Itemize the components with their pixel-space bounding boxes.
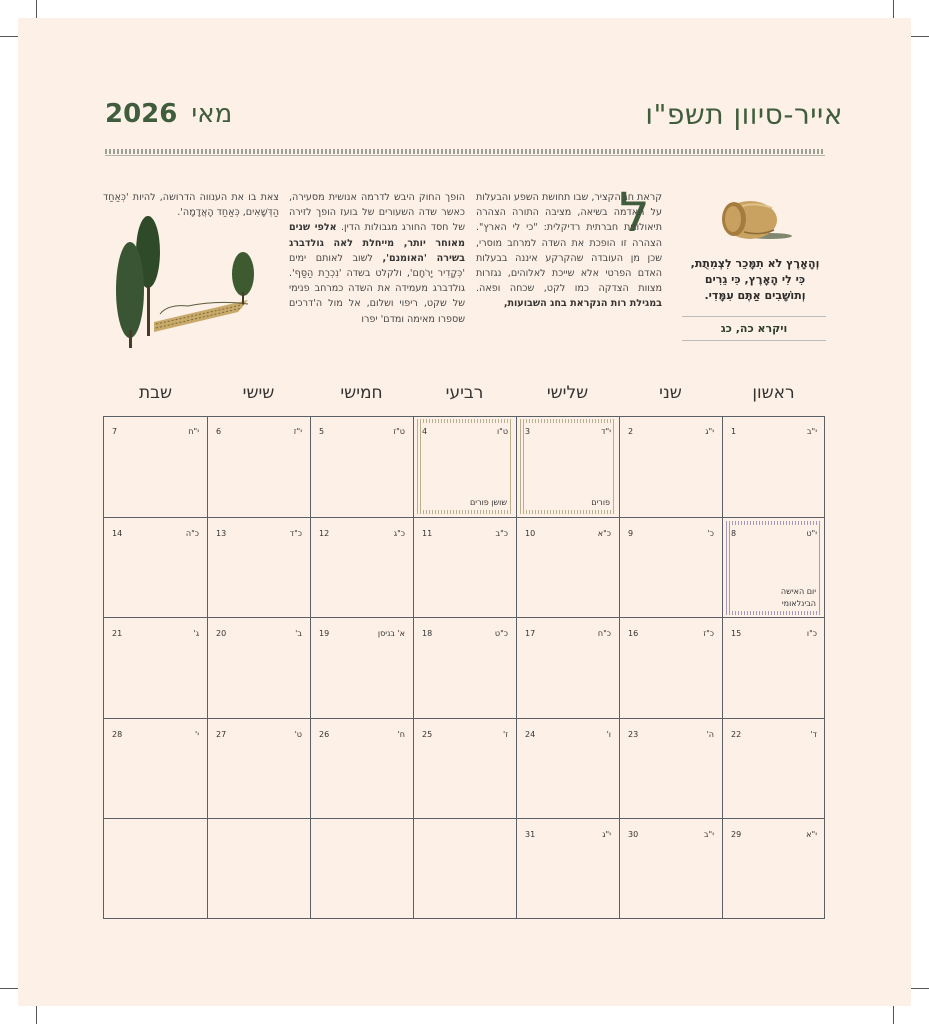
day-cell[interactable] <box>516 718 619 819</box>
gregorian-date: 18 <box>422 629 433 639</box>
day-cell[interactable] <box>722 517 825 618</box>
gregorian-date: 15 <box>731 629 742 639</box>
day-cell[interactable] <box>722 416 825 517</box>
hebrew-date: כ"א <box>597 528 611 538</box>
gregorian-date: 22 <box>731 729 742 739</box>
verse-line: וְתוֹשָׁבִים אַתֶּם עִמָּדִי. <box>704 289 806 302</box>
gregorian-date: 14 <box>112 528 123 538</box>
cypress-trees-field-illustration <box>108 212 258 352</box>
hebrew-date: ט' <box>294 729 302 739</box>
gregorian-date: 1 <box>731 427 737 436</box>
hebrew-date: י"ד <box>601 427 611 436</box>
hebrew-date: י"א <box>806 830 817 840</box>
drop-cap: ל <box>619 181 650 244</box>
day-cell[interactable] <box>207 617 310 718</box>
verse-divider <box>682 316 826 317</box>
day-cell[interactable] <box>619 818 722 919</box>
gregorian-date: 27 <box>216 729 227 739</box>
hebrew-date: ז' <box>503 729 508 739</box>
event-label: יום האישה הבינלאומי <box>780 586 816 608</box>
gregorian-date: 31 <box>525 830 536 840</box>
day-cell[interactable] <box>516 416 619 517</box>
day-cell[interactable] <box>310 617 413 718</box>
hebrew-date: י"ג <box>705 427 714 436</box>
calendar-grid <box>103 416 825 919</box>
gregorian-date: 23 <box>628 729 639 739</box>
day-cell[interactable] <box>516 617 619 718</box>
hebrew-date: ב' <box>295 629 302 639</box>
day-cell[interactable] <box>722 818 825 919</box>
weekday-header: שני <box>659 383 682 403</box>
hebrew-date: כ"ד <box>289 528 302 538</box>
day-cell[interactable] <box>310 416 413 517</box>
day-cell[interactable] <box>722 718 825 819</box>
event-label: שושן פורים <box>469 498 507 507</box>
day-cell[interactable] <box>104 517 207 618</box>
gregorian-date: 19 <box>319 629 330 639</box>
crop-mark <box>911 988 929 989</box>
verse-divider <box>682 340 826 341</box>
crop-mark <box>36 1006 37 1024</box>
day-cell[interactable] <box>413 718 516 819</box>
day-cell[interactable] <box>413 416 516 517</box>
gregorian-date: 2 <box>628 427 634 436</box>
hebrew-date: י"ג <box>602 830 611 840</box>
weekday-header: רביעי <box>445 383 484 403</box>
hebrew-date: כ"ח <box>597 629 611 639</box>
gregorian-date: 24 <box>525 729 536 739</box>
day-cell[interactable] <box>413 818 516 919</box>
hebrew-date: ו' <box>606 729 611 739</box>
weekday-header: שבת <box>138 383 173 403</box>
gregorian-date: 3 <box>525 427 531 436</box>
day-cell[interactable] <box>413 517 516 618</box>
gregorian-date: 26 <box>319 729 330 739</box>
gregorian-date: 20 <box>216 629 227 639</box>
hebrew-date: כ' <box>707 528 714 538</box>
day-cell[interactable] <box>104 818 207 919</box>
article-text: לשוב לאותם ימים 'כְּקָדִיר יָרֹחָם', ולקלט בשדה 'נִכְרַת הַסַּף'. גולדברג מעמידה את השדה כמרחב פנימי של שקט, ריפוי ושלום, אל מול ה'דרכים שספרו מאימה ומדם' יפרו <box>289 252 465 325</box>
crop-mark <box>0 988 18 989</box>
gregorian-date: 21 <box>112 629 123 639</box>
gregorian-date: 6 <box>216 427 222 436</box>
hebrew-date: א' בניסן <box>377 629 405 639</box>
day-cell[interactable] <box>619 617 722 718</box>
event-label: פורים <box>591 498 610 507</box>
hebrew-date: כ"ז <box>703 629 714 639</box>
hebrew-date: ט"ז <box>393 427 405 436</box>
day-cell[interactable] <box>207 718 310 819</box>
hebrew-date: ט"ו <box>496 427 508 436</box>
article-column-middle <box>289 190 465 327</box>
verse-line: כִּי לִי הָאָרֶץ, כִּי גֵרִים <box>704 273 806 286</box>
gregorian-date: 25 <box>422 729 433 739</box>
greg-month: מאי <box>191 99 233 129</box>
day-cell[interactable] <box>207 818 310 919</box>
gregorian-date: 29 <box>731 830 742 840</box>
gregorian-date: 7 <box>112 427 118 436</box>
gregorian-date: 16 <box>628 629 639 639</box>
greg-year: 2026 <box>105 99 178 129</box>
gregorian-date: 17 <box>525 629 536 639</box>
day-cell[interactable] <box>619 416 722 517</box>
crop-mark <box>911 36 929 37</box>
hebrew-date: י"ט <box>806 528 817 538</box>
weekday-header: שישי <box>242 383 275 403</box>
weekday-header: שלישי <box>546 383 589 403</box>
crop-mark <box>36 0 37 18</box>
day-cell[interactable] <box>619 718 722 819</box>
verse-quote <box>682 256 828 304</box>
gregorian-date: 10 <box>525 528 536 538</box>
day-cell[interactable] <box>516 818 619 919</box>
verse-source: ויקרא כה, כג <box>720 322 788 335</box>
hebrew-date: ה' <box>706 729 714 739</box>
hebrew-date: ח' <box>397 729 405 739</box>
gregorian-date: 13 <box>216 528 227 538</box>
hebrew-date: כ"ג <box>393 528 405 538</box>
title-divider <box>105 149 825 154</box>
hebrew-date: כ"ו <box>806 629 817 639</box>
day-cell[interactable] <box>207 416 310 517</box>
hebrew-date: י' <box>195 729 199 739</box>
gregorian-date: 28 <box>112 729 123 739</box>
day-cell[interactable] <box>104 718 207 819</box>
article-bold-text: במגילת רות הנקראת בחג השבועות, <box>503 298 662 310</box>
weekday-header: חמישי <box>340 383 383 403</box>
hebrew-date: י"ח <box>188 427 199 436</box>
hebrew-date: כ"ה <box>185 528 199 538</box>
gregorian-date: 4 <box>422 427 428 436</box>
bread-roll-illustration <box>712 198 794 246</box>
crop-mark <box>893 1006 894 1024</box>
weekday-header: ראשון <box>752 383 795 403</box>
day-cell[interactable] <box>207 517 310 618</box>
crop-mark <box>893 0 894 18</box>
day-cell[interactable] <box>310 517 413 618</box>
gregorian-month-title <box>105 99 232 129</box>
verse-line: וְהָאָרֶץ לֹא תִמָּכֵר לִצְמִתֻת, <box>690 257 820 270</box>
day-cell[interactable] <box>104 416 207 517</box>
gregorian-date: 8 <box>731 528 737 538</box>
gregorian-date: 11 <box>422 528 433 538</box>
day-cell[interactable] <box>619 517 722 618</box>
article-bold-text: אלפי שנים מאוחר יותר, מייחלת לאה גולדברג בשירה 'האומנם', <box>289 222 465 264</box>
hebrew-date: י"ז <box>293 427 302 436</box>
article-text: צאת בו את הענווה הדרושה, להיות 'כְּאַחַד הַדְּשָׁאִים, כְּאַחַד הָאֲדָמָה'. <box>103 192 279 219</box>
day-cell[interactable] <box>516 517 619 618</box>
day-cell[interactable] <box>310 818 413 919</box>
hebrew-month-title: אייר-סיוון תשפ"ו <box>645 98 843 131</box>
day-cell[interactable] <box>104 617 207 718</box>
gregorian-date: 12 <box>319 528 330 538</box>
hebrew-date: י"ב <box>703 830 714 840</box>
day-cell[interactable] <box>722 617 825 718</box>
crop-mark <box>0 36 18 37</box>
hebrew-date: ג' <box>193 629 199 639</box>
gregorian-date: 5 <box>319 427 325 436</box>
article-text: הופך החוק היבש לדרמה אנושית מסעירה, כאשר שדה השעורים של בועז הופך לזירה של חסד החורג מגבולות הדין. <box>289 192 466 234</box>
hebrew-date: כ"ט <box>494 629 508 639</box>
gregorian-date: 9 <box>628 528 634 538</box>
day-cell[interactable] <box>310 718 413 819</box>
day-cell[interactable] <box>413 617 516 718</box>
article-column-right <box>476 190 662 312</box>
hebrew-date: כ"ב <box>495 528 508 538</box>
hebrew-date: י"ב <box>806 427 817 436</box>
article-text: קראת חג הקציר, שבו תחושת השפע והבעלות על האדמה בשיאה, מציבה התורה הצהרה תיאולוגית חברתית רדיקלית: "כי לי הארץ". הצהרה זו הופכת את השדה למרחב מוסרי, שכן מן העובדה שהקרקע איננה בבעלות האדם הפרטי אלא שייכת לאלוהים, נגזרות מצוות הצדקה כמו לקט, שכחה ופאה. <box>476 192 662 295</box>
hebrew-date: ד' <box>810 729 817 739</box>
gregorian-date: 30 <box>628 830 639 840</box>
